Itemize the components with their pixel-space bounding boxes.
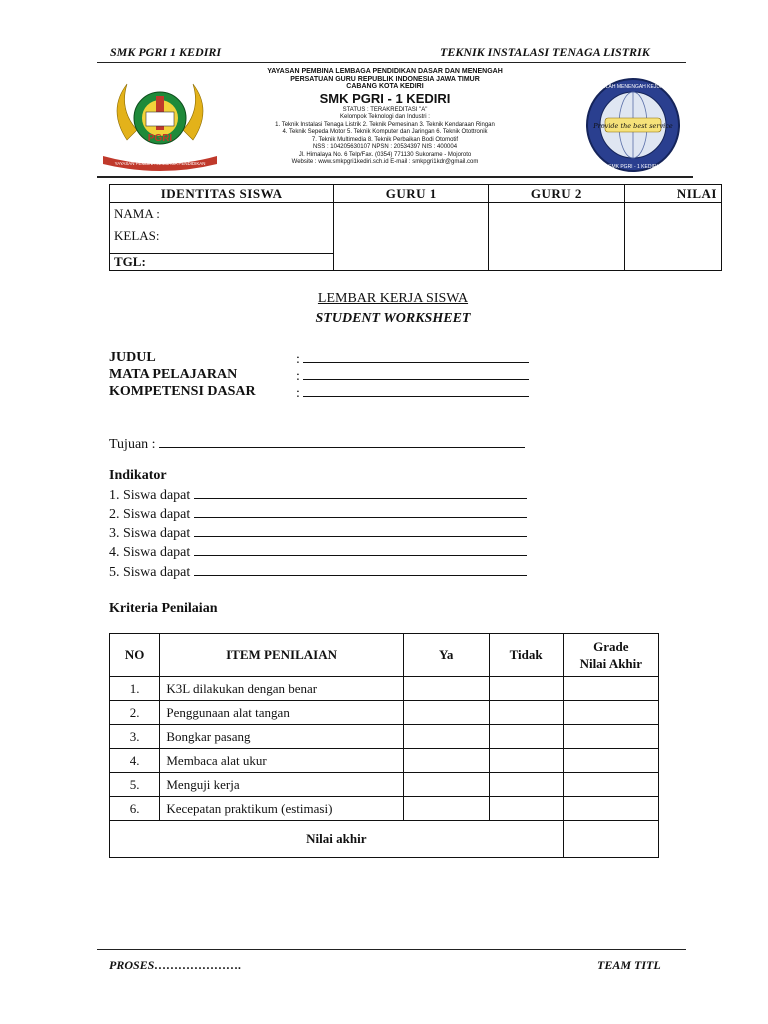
row-ya-cell[interactable]	[403, 797, 489, 821]
row-tidak-cell[interactable]	[489, 797, 563, 821]
lh-prog3: 7. Teknik Multimedia 8. Teknik Perbaikan Bodi Otomotif	[311, 136, 459, 143]
indikator-item-4[interactable]	[109, 543, 527, 561]
kriteria-col-grade	[563, 634, 658, 677]
kriteria-table	[109, 633, 659, 858]
kelas-label: KELAS:	[114, 228, 160, 243]
lh-prog2: 4. Teknik Sepeda Motor 5. Teknik Komputer dan Jaringan 6. Teknik Otottronik	[282, 129, 488, 135]
row-tidak-cell[interactable]	[489, 749, 563, 773]
lh-line3: CABANG KOTA KEDIRI	[346, 83, 424, 90]
indikator-item-5[interactable]	[109, 563, 527, 581]
row-tidak-cell[interactable]	[489, 677, 563, 701]
pgri-ribbon-text: YAYASAN PEMBINA LEMBAGA PENDIDIKAN	[114, 161, 206, 166]
footer-rule	[97, 949, 686, 950]
indikator-label-5: 5. Siswa dapat	[109, 565, 191, 580]
row-ya-cell[interactable]	[403, 677, 489, 701]
row-item: Menguji kerja	[160, 773, 403, 797]
header-school: SMK PGRI 1 KEDIRI	[110, 45, 222, 59]
kriteria-col-item: ITEM PENILAIAN	[160, 634, 403, 677]
grade-label: Grade	[593, 639, 629, 654]
row-item: Kecepatan praktikum (estimasi)	[160, 797, 403, 821]
smk-logo-motto: Provide the best service	[593, 122, 673, 130]
row-no: 4.	[110, 749, 160, 773]
letterhead-rule	[97, 176, 693, 178]
row-item: K3L dilakukan dengan benar	[160, 677, 403, 701]
nilai-akhir-label: Nilai Akhir	[579, 656, 643, 671]
mapel-field[interactable]	[296, 367, 529, 385]
col-nilai: NILAI	[624, 185, 721, 203]
indikator-label-1: 1. Siswa dapat	[109, 488, 191, 503]
table-row	[110, 725, 659, 749]
row-no: 2.	[110, 701, 160, 725]
row-ya-cell[interactable]	[403, 773, 489, 797]
row-no: 6.	[110, 797, 160, 821]
row-grade-cell[interactable]	[563, 773, 658, 797]
pgri-logo-icon	[97, 70, 223, 174]
table-row	[110, 797, 659, 821]
kriteria-col-tidak: Tidak	[489, 634, 563, 677]
guru1-cell[interactable]	[334, 203, 489, 271]
nilai-akhir-row-label: Nilai akhir	[110, 821, 564, 858]
col-guru1: GURU 1	[334, 185, 489, 203]
row-item: Penggunaan alat tangan	[160, 701, 403, 725]
table-row	[110, 749, 659, 773]
lh-line1: YAYASAN PEMBINA LEMBAGA PENDIDIKAN DASAR DAN MENENGAH	[267, 68, 503, 75]
identity-table	[109, 184, 722, 271]
identity-cell	[110, 203, 334, 254]
kriteria-col-ya: Ya	[403, 634, 489, 677]
row-tidak-cell[interactable]	[489, 725, 563, 749]
mapel-label: MATA PELAJARAN	[109, 367, 238, 382]
row-item: Bongkar pasang	[160, 725, 403, 749]
smk-gear-logo-icon	[575, 76, 691, 174]
row-no: 1.	[110, 677, 160, 701]
tgl-label: TGL:	[110, 254, 334, 271]
indikator-label-4: 4. Siswa dapat	[109, 545, 191, 560]
nilai-akhir-cell[interactable]	[563, 821, 658, 858]
lh-school: SMK PGRI - 1 KEDIRI	[319, 90, 451, 106]
pgri-logo-text: PGRI	[147, 133, 173, 144]
nama-label: NAMA :	[114, 206, 160, 221]
kriteria-title: Kriteria Penilaian	[109, 601, 218, 616]
lh-prog1: 1. Teknik Instalasi Tenaga Listrik 2. Teknik Pemesinan 3. Teknik Kendaraan Ringan	[275, 121, 495, 128]
tujuan-field[interactable]	[109, 435, 525, 453]
tujuan-label: Tujuan :	[109, 437, 156, 452]
row-grade-cell[interactable]	[563, 797, 658, 821]
row-tidak-cell[interactable]	[489, 773, 563, 797]
table-row	[110, 773, 659, 797]
mapel-sep: :	[296, 369, 300, 384]
worksheet-title: LEMBAR KERJA SISWA	[317, 291, 469, 306]
row-no: 5.	[110, 773, 160, 797]
table-row	[110, 701, 659, 725]
lh-line2: PERSATUAN GURU REPUBLIK INDONESIA JAWA TIMUR	[290, 75, 480, 83]
indikator-label-3: 3. Siswa dapat	[109, 526, 191, 541]
guru2-cell[interactable]	[489, 203, 624, 271]
header-rule	[97, 62, 686, 63]
lh-group: Kelompok Teknologi dan Industri :	[340, 114, 430, 120]
col-guru2: GURU 2	[489, 185, 624, 203]
row-grade-cell[interactable]	[563, 725, 658, 749]
row-no: 3.	[110, 725, 160, 749]
letterhead	[97, 64, 693, 176]
indikator-item-1[interactable]	[109, 486, 527, 504]
row-ya-cell[interactable]	[403, 749, 489, 773]
kd-label: KOMPETENSI DASAR	[109, 384, 256, 399]
row-item: Membaca alat ukur	[160, 749, 403, 773]
row-grade-cell[interactable]	[563, 677, 658, 701]
worksheet-subtitle: STUDENT WORKSHEET	[315, 311, 471, 326]
footer-proses: PROSES………………….	[109, 958, 242, 972]
letterhead-text	[225, 68, 545, 167]
lh-address: Jl. Himalaya No. 6 Telp/Fax. (0354) 771130 Sukorame - Mojoroto	[298, 151, 472, 158]
row-ya-cell[interactable]	[403, 701, 489, 725]
indikator-item-2[interactable]	[109, 505, 527, 523]
judul-sep: :	[296, 352, 300, 367]
header-program: TEKNIK INSTALASI TENAGA LISTRIK	[440, 45, 650, 59]
kriteria-col-no: NO	[110, 634, 160, 677]
kd-field[interactable]	[296, 384, 529, 402]
lh-web: Website : www.smkpgri1kediri.sch.id E-mail : smkpgri1kdr@gmail.com	[291, 159, 479, 165]
kd-sep: :	[296, 386, 300, 401]
judul-label: JUDUL	[109, 350, 156, 365]
nilai-cell[interactable]	[624, 203, 721, 271]
smk-logo-bottom-text: SMK PGRI - 1 KEDIRI	[608, 164, 658, 170]
footer-team: TEAM TITL	[597, 958, 661, 972]
judul-field[interactable]	[296, 350, 529, 368]
lh-status: STATUS : TERAKREDITASI "A"	[342, 106, 428, 113]
indikator-title: Indikator	[109, 468, 167, 483]
indikator-label-2: 2. Siswa dapat	[109, 507, 191, 522]
lh-ids: NSS : 104205630107 NPSN : 20534397 NIS : 400004	[312, 144, 458, 150]
row-grade-cell[interactable]	[563, 701, 658, 725]
col-identitas: IDENTITAS SISWA	[110, 185, 334, 203]
row-tidak-cell[interactable]	[489, 701, 563, 725]
row-ya-cell[interactable]	[403, 725, 489, 749]
indikator-item-3[interactable]	[109, 524, 527, 542]
table-row	[110, 677, 659, 701]
smk-logo-top-text: SEKOLAH MENENGAH KEJURUAN	[591, 84, 675, 90]
row-grade-cell[interactable]	[563, 749, 658, 773]
